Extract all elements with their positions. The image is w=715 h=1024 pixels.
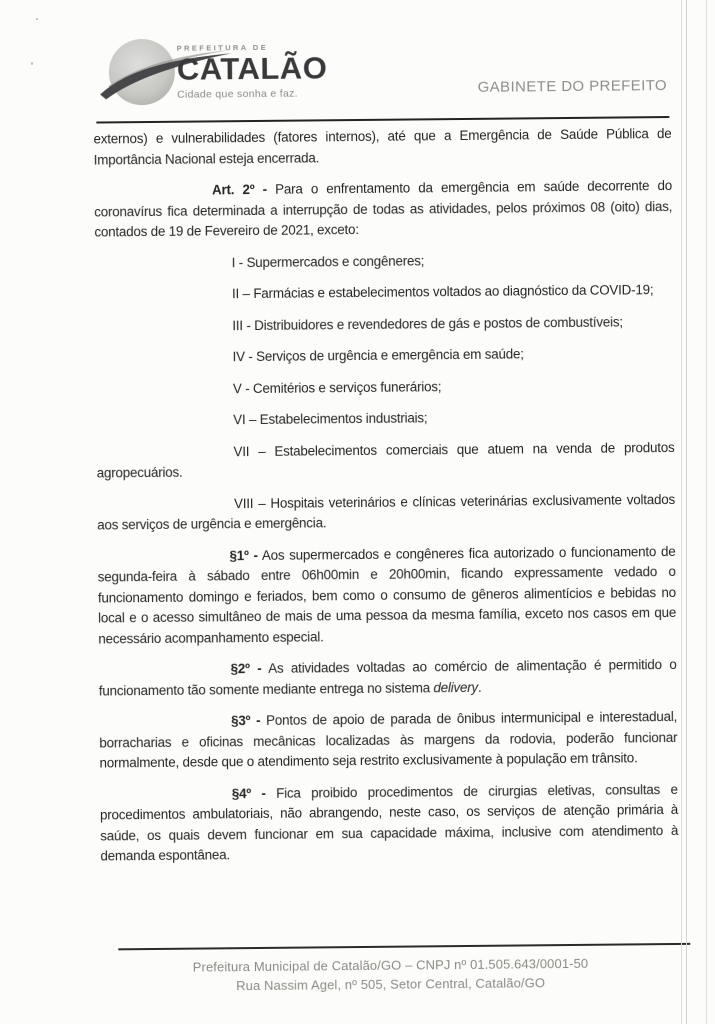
list-item-7: VII – Estabelecimentos comerciais que atuem na venda de produtos agropecuários.: [96, 439, 675, 481]
list-item-5: V - Cemitérios e serviços funerários;: [232, 378, 442, 396]
art2-label: Art. 2º -: [211, 181, 267, 198]
paragraph-intro: externos) e vulnerabilidades (fatores internos), até que a Emergência de Saúde Pública de Importância Nacional esteja encerrada.: [93, 125, 672, 168]
office-title: GABINETE DO PREFEITO: [477, 77, 668, 96]
header-divider: [96, 116, 669, 124]
section-1-text: Aos supermercados e congêneres fica autorizado o funcionamento de segunda-feira à sábado entre 06h00min e 20h00min, ficando expressamente vedado o funcionamento domingo e feriados, bem como o consumo de gêneros alimentícios e bebidas no local e o acesso simultâneo de mais de uma pessoa da mesma família, exceto nos casos em que necessário acompanhamento especial.: [97, 543, 677, 647]
section-2-italic-word: delivery: [433, 679, 479, 695]
scan-edge-artifact: [681, 0, 682, 1024]
list-item-1: I - Supermercados e congêneres;: [231, 252, 425, 270]
logo-tagline: Cidade que sonha e faz.: [177, 87, 298, 101]
footer: [101, 953, 679, 997]
paragraph-art2: [94, 176, 673, 243]
section-2-text: As atividades voltadas ao comércio de alimentação é permitido o funcionamento tão somente mediante entrega no sistema: [98, 656, 677, 699]
section-4-label: §4º -: [231, 785, 266, 801]
logo-title: CATALÃO: [176, 50, 328, 87]
scan-edge-artifact: [686, 0, 687, 1024]
footer-line-2: Rua Nassim Agel, nº 505, Setor Central, Catalão/GO: [236, 975, 546, 994]
footer-line-1: Prefeitura Municipal de Catalão/GO – CNPJ nº 01.505.643/0001-50: [192, 955, 589, 975]
section-3-text: Pontos de apoio de parada de ônibus intermunicipal e interestadual, borracharias e oficinas mecânicas localizadas às margens da rodovia, poderão funcionar normalmente, desde que o atendimento seja restrito exclusivamente à população em trânsito.: [99, 708, 678, 771]
list-item-4: IV - Serviços de urgência e emergência em saúde;: [232, 346, 524, 365]
section-3-label: §3º -: [231, 712, 261, 729]
paragraph-section-2: [99, 655, 677, 702]
section-2-text-end: .: [477, 679, 482, 695]
list-item-2: II – Farmácias e estabelecimentos voltados ao diagnóstico da COVID-19;: [231, 282, 654, 302]
scan-speck-artifact: [31, 62, 33, 65]
paragraph-section-3: [99, 707, 678, 774]
list-item-8: VIII – Hospitais veterinários e clínicas veterinárias exclusivamente voltados aos serviços de urgência e emergência.: [97, 491, 676, 533]
list-item-3: III - Distribuidores e revendedores de gás e postos de combustíveis;: [232, 313, 623, 333]
footer-divider: [118, 943, 690, 950]
paragraph-section-1: [97, 541, 676, 649]
scan-edge-artifact: [706, 0, 707, 1024]
section-1-label: §1º -: [229, 547, 258, 563]
logo-pretitle: PREFEITURA DE: [176, 42, 269, 53]
document-body: [93, 124, 678, 878]
list-item-6: VI – Estabelecimentos industriais;: [233, 410, 428, 428]
section-4-text: Fica proibido procedimentos de cirurgias eletivas, consultas e procedimentos ambulatoriais, não abrangendo, neste caso, os serviços de atenção primária à saúde, os quais devem funcionar em sua capacidade máxima, inclusive com atendimento à demanda espontânea.: [99, 781, 679, 864]
scan-speck-artifact: [36, 18, 38, 20]
city-logo-text: [177, 42, 328, 100]
section-2-label: §2º -: [230, 660, 262, 677]
art2-text: Para o enfrentamento da emergência em saúde decorrente do coronavírus fica determinada a interrupção de todas as atividades, pelos próximos 08 (oito) dias, contados de 19 de Fevereiro de 2021, exceto:: [94, 177, 673, 240]
paragraph-section-4: [100, 779, 679, 867]
